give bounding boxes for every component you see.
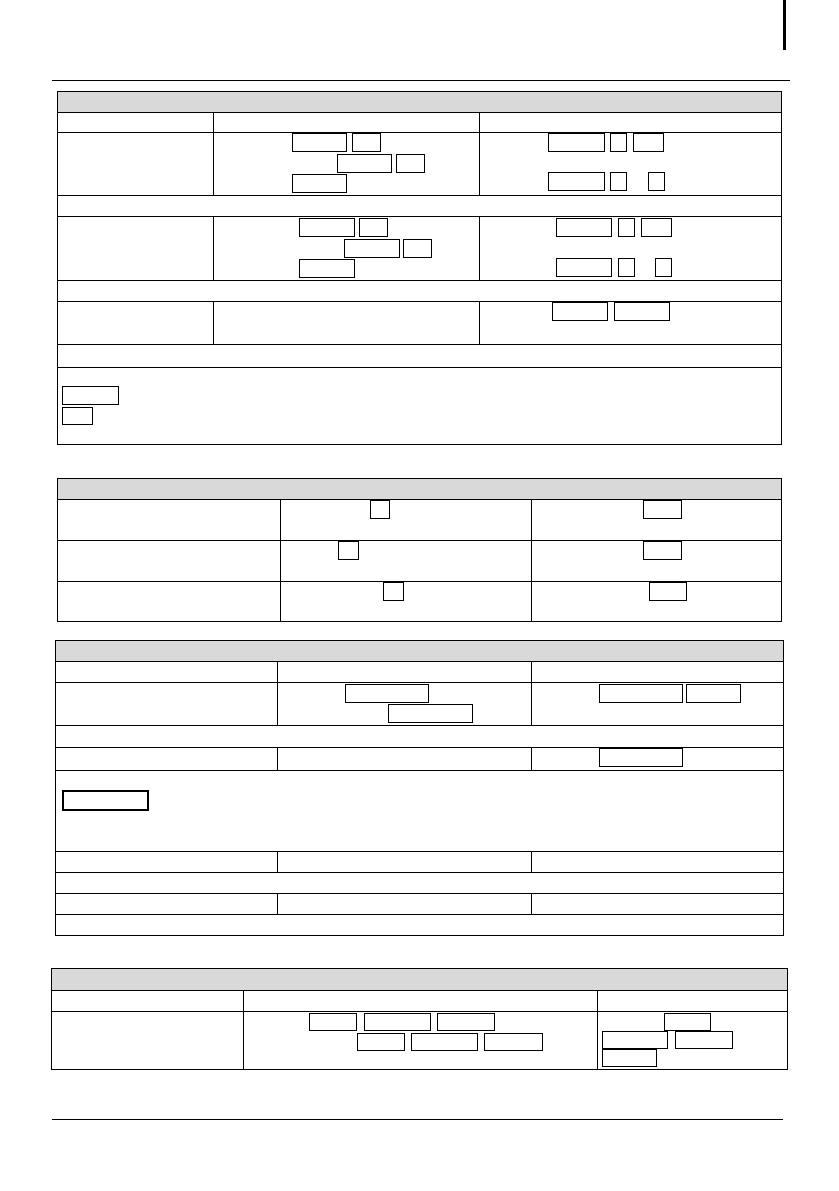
key-box: [664, 1013, 711, 1031]
key-box: [655, 258, 672, 277]
table-4-header: [52, 969, 787, 991]
key-box: [599, 748, 683, 767]
table-1-row-line: [58, 132, 781, 133]
table-4-col-line: [597, 990, 598, 1070]
table-1-col-line: [213, 112, 214, 195]
table-4-row-line: [52, 1011, 787, 1012]
key-box: [437, 1013, 495, 1031]
key-box: [62, 790, 149, 811]
table-3-col-line: [277, 747, 278, 770]
table-1-row-line: [58, 216, 781, 217]
table-3-row-line: [56, 682, 783, 683]
table-1-row-line: [58, 301, 781, 302]
key-box: [618, 258, 635, 277]
table-2-col-line: [280, 499, 281, 622]
table-3-col-line: [277, 893, 278, 914]
key-box: [352, 133, 381, 152]
table-3-col-line: [531, 851, 532, 872]
table-3-header: [56, 641, 783, 662]
key-box: [633, 133, 664, 152]
key-box: [548, 172, 605, 191]
key-box: [309, 1013, 357, 1031]
key-box: [62, 407, 93, 425]
key-box: [299, 218, 355, 237]
table-1-col-line: [479, 112, 480, 195]
key-box: [299, 259, 355, 278]
key-box: [548, 133, 605, 152]
table-3-col-line: [531, 661, 532, 725]
table-3-row-line: [56, 851, 783, 852]
table-3-col-line: [277, 851, 278, 872]
key-box: [614, 302, 670, 321]
page-footer-rule: [52, 1119, 783, 1120]
key-box: [292, 133, 347, 152]
key-box: [610, 172, 627, 191]
key-box: [344, 239, 400, 258]
table-3-row-line: [56, 914, 783, 915]
page-header-rule: [52, 80, 790, 81]
key-box: [610, 133, 627, 152]
table-3-row-line: [56, 893, 783, 894]
table-1-col-line: [213, 216, 214, 280]
key-box: [649, 582, 687, 601]
key-box: [602, 1049, 657, 1067]
table-1: [57, 91, 782, 445]
table-3-col-line: [277, 661, 278, 725]
key-box: [388, 704, 473, 723]
key-box: [556, 218, 612, 237]
key-box: [403, 239, 432, 258]
key-box: [359, 218, 388, 237]
table-1-row-line: [58, 367, 781, 368]
key-box: [675, 1031, 733, 1049]
table-2-col-line: [531, 499, 532, 622]
table-3-row-line: [56, 770, 783, 771]
key-box: [292, 174, 347, 193]
key-box: [648, 172, 665, 191]
table-3-col-line: [531, 747, 532, 770]
key-box: [686, 684, 741, 703]
table-3-row-line: [56, 872, 783, 873]
table-1-row-line: [58, 344, 781, 345]
key-box: [484, 1033, 543, 1051]
table-3-row-line: [56, 725, 783, 726]
key-box: [370, 500, 390, 519]
key-box: [643, 541, 682, 560]
key-box: [556, 258, 612, 277]
table-2-header: [58, 479, 781, 500]
key-box: [357, 1033, 405, 1051]
key-box: [62, 386, 119, 405]
key-box: [618, 218, 635, 237]
table-1-col-line: [479, 301, 480, 344]
key-box: [364, 1013, 431, 1031]
key-box: [552, 302, 608, 321]
table-1-col-line: [479, 216, 480, 280]
table-4-col-line: [243, 990, 244, 1070]
table-1-row-line: [58, 195, 781, 196]
key-box: [599, 684, 683, 703]
key-box: [396, 154, 425, 173]
table-1-col-line: [213, 301, 214, 344]
key-box: [411, 1033, 478, 1051]
corner-mark: [783, 0, 786, 50]
table-1-row-line: [58, 280, 781, 281]
key-box: [383, 582, 404, 601]
key-box: [643, 500, 682, 519]
table-1-header: [58, 92, 781, 113]
key-box: [641, 218, 672, 237]
key-box: [338, 541, 359, 560]
key-box: [337, 154, 392, 173]
key-box: [602, 1031, 668, 1049]
key-box: [345, 684, 429, 703]
table-3-col-line: [531, 893, 532, 914]
